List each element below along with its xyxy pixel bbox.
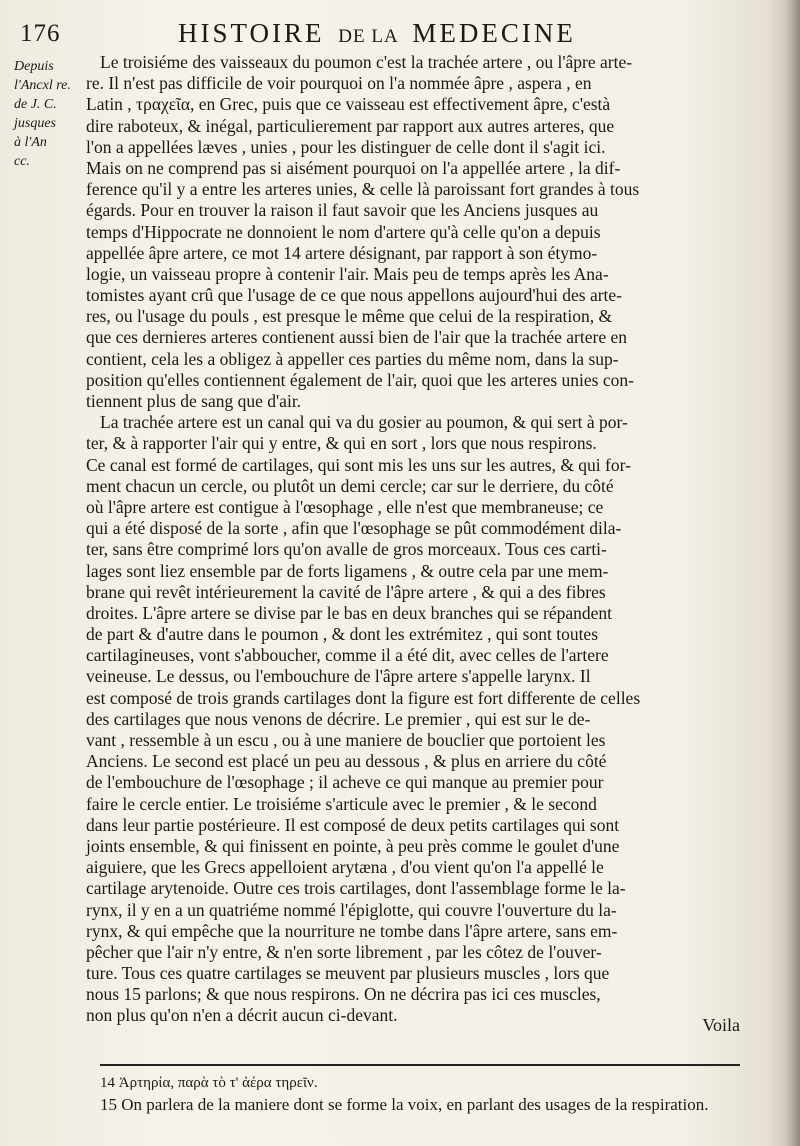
- running-title: [178, 18, 576, 49]
- running-title-right: MEDECINE: [412, 18, 576, 48]
- text-line: qui a été disposé de la sorte , afin que l'œsophage se pût commodément dila-: [86, 518, 622, 539]
- text-line: temps d'Hippocrate ne donnoient le nom d'artere qu'à celle qu'on a depuis: [86, 221, 601, 242]
- text-line: où l'âpre artere est contigue à l'œsophage , elle n'est que membraneuse; ce: [86, 496, 604, 517]
- margin-note-line: jusques: [14, 116, 56, 131]
- text-line: égards. Pour en trouver la raison il faut savoir que les Anciens jusques au: [86, 200, 599, 221]
- text-line: dans leur partie postérieure. Il est composé de deux petits cartilages qui sont: [86, 814, 620, 835]
- text-line: des cartilages que nous venons de décrire. Le premier , qui est sur le de-: [86, 708, 591, 729]
- text-line: res, ou l'usage du pouls , est presque le même que celui de la respiration, &: [86, 306, 613, 327]
- text-line: ment chacun un cercle, ou plutôt un demi cercle; car sur le derriere, du côté: [86, 475, 614, 496]
- footnotes: [100, 1072, 750, 1116]
- running-title-mid: DE LA: [338, 26, 399, 47]
- text-line: nous 15 parlons; & que nous respirons. On ne décrira pas ici ces muscles,: [86, 984, 601, 1005]
- page-edge-shadow: [786, 0, 800, 1146]
- text-line: ter, & à rapporter l'air qui y entre, & qui en sort , lors que nous respirons.: [86, 433, 597, 454]
- text-line: Ce canal est formé de cartilages, qui sont mis les uns sur les autres, & qui for-: [86, 454, 631, 475]
- margin-note-line: Depuis: [14, 59, 54, 74]
- text-line: rynx, il y en a un quatriéme nommé l'épiglotte, qui couvre l'ouverture du la-: [86, 899, 617, 920]
- text-line: logie, un vaisseau propre à contenir l'air. Mais peu de temps après les Ana-: [86, 263, 609, 284]
- text-line: cartilage arytenoide. Outre ces trois cartilages, dont l'assemblage forme le la-: [86, 878, 626, 899]
- text-line: non plus qu'on n'en a décrit aucun ci-devant.: [86, 1005, 398, 1026]
- text-line: veineuse. Le dessus, ou l'embouchure de l'âpre artere s'appelle larynx. Il: [86, 666, 591, 687]
- text-line: Le troisiéme des vaisseaux du poumon c'est la trachée artere , ou l'âpre arte-: [100, 52, 633, 72]
- text-line: La trachée artere est un canal qui va du gosier au poumon, & qui sert à por-: [100, 412, 628, 433]
- text-line: que ces dernieres arteres contienent aussi bien de l'air que la trachée artere en: [86, 327, 627, 348]
- running-title-left: HISTOIRE: [178, 18, 325, 48]
- page-number: 176: [20, 20, 61, 47]
- margin-note-line: de J. C.: [14, 97, 57, 112]
- footnote-15: 15 On parlera de la maniere dont se forme la voix, en parlant des usages de la respiration.: [100, 1095, 709, 1114]
- text-line: droites. L'âpre artere se divise par le bas en deux branches qui se répandent: [86, 602, 612, 623]
- text-line: ter, sans être comprimé lors qu'on avalle de gros morceaux. Tous ces carti-: [86, 539, 607, 560]
- text-line: contient, cela les a obligez à appeller ces parties du même nom, dans la sup-: [86, 348, 619, 369]
- margin-note: [14, 57, 74, 171]
- text-line: aiguiere, que les Grecs appelloient arytæna , d'ou vient qu'on l'a appellé le: [86, 857, 604, 878]
- text-line: re. Il n'est pas difficile de voir pourquoi on l'a nommée âpre , aspera , en: [86, 73, 592, 94]
- margin-note-line: l'Ancxl re.: [14, 78, 71, 93]
- text-line: lages sont liez ensemble par de forts ligamens , & outre cela par une mem-: [86, 560, 609, 581]
- footnote-rule: [100, 1064, 740, 1066]
- text-line: tomistes ayant crû que l'usage de ce que nous appellons aujourd'hui des arte-: [86, 285, 623, 306]
- text-line: appellée âpre artere, ce mot 14 artere désignant, par rapport à son étymo-: [86, 242, 598, 263]
- text-line: faire le cercle entier. Le troisiéme s'articule avec le premier , & le second: [86, 793, 597, 814]
- text-line: de l'embouchure de l'œsophage ; il acheve ce qui manque au premier pour: [86, 772, 604, 793]
- margin-note-line: à l'An: [14, 135, 47, 150]
- text-line: ture. Tous ces quatre cartilages se meuvent par plusieurs muscles , lors que: [86, 963, 610, 984]
- catchword: Voila: [702, 1015, 740, 1035]
- text-line: de part & d'autre dans le poumon , & dont les extrémitez , qui sont toutes: [86, 624, 599, 645]
- text-line: l'on a appellées læves , unies , pour les distinguer de celle dont il s'agit ici.: [86, 136, 606, 157]
- text-line: joints ensemble, & qui finissent en pointe, à peu près comme le goulet d'une: [86, 835, 620, 856]
- text-line: brane qui revêt intérieurement la cavité de l'âpre artere , & qui a des fibres: [86, 581, 606, 602]
- body-text: [86, 52, 748, 1027]
- text-line: Anciens. Le second est placé un peu au dessous , & plus en arriere du côté: [86, 751, 607, 772]
- text-line: ference qu'il y a entre les arteres unies, & celle là paroissant fort grandes à tous: [86, 179, 640, 200]
- footnote-14: 14 Ἀρτηρία, παρὰ τὸ τ' ἀέρα τηρεῖν.: [100, 1075, 318, 1091]
- text-line: dire raboteux, & inégal, particulierement par rapport aux autres arteres, que: [86, 115, 615, 136]
- text-line: Mais on ne comprend pas si aisément pourquoi on l'a appellée artere , la dif-: [86, 157, 621, 178]
- text-line: rynx, & qui empêche que la nourriture ne tombe dans l'âpre artere, sans em-: [86, 920, 618, 941]
- margin-note-line: cc.: [14, 154, 30, 169]
- text-line: cartilagineuses, vont s'abboucher, comme il a été dit, avec celles de l'artere: [86, 645, 609, 666]
- text-line: position qu'elles contiennent également de l'air, quoi que les arteres unies con-: [86, 369, 634, 390]
- text-line: Latin , τραχεῖα, en Grec, puis que ce vaisseau est effectivement âpre, c'està: [86, 94, 611, 115]
- text-line: tiennent plus de sang que d'air.: [86, 391, 302, 411]
- text-line: est composé de trois grands cartilages dont la figure est fort differente de celles: [86, 687, 641, 708]
- text-line: vant , ressemble à un escu , ou à une maniere de bouclier que portoient les: [86, 730, 606, 750]
- text-line: pêcher que l'air n'y entre, & n'en sorte librement , par les côtez de l'ouver-: [86, 941, 602, 962]
